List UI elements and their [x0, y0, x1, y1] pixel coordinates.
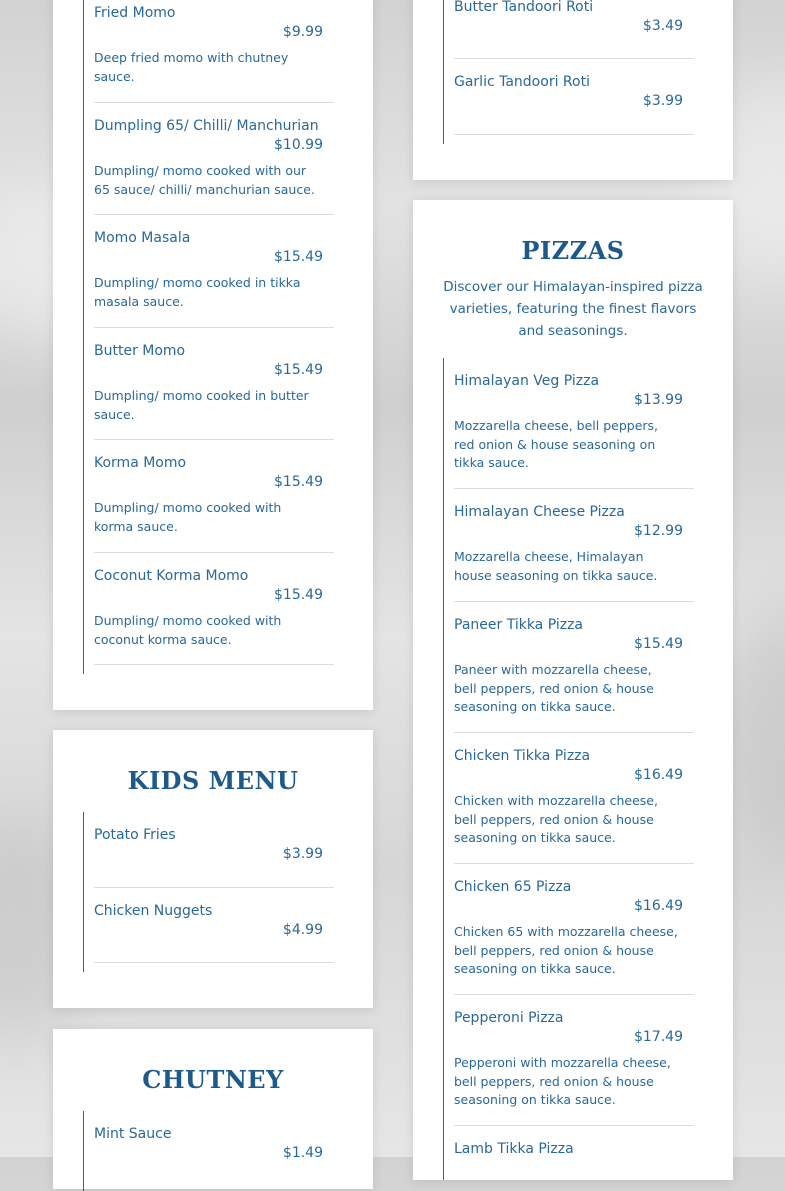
- item-name: Himalayan Veg Pizza: [454, 373, 600, 389]
- item-separator: [94, 962, 334, 963]
- item-separator: [454, 601, 694, 602]
- item-name: Pepperoni Pizza: [454, 1010, 564, 1026]
- kids-menu-card: [53, 730, 373, 1008]
- item-price: $9.99: [282, 24, 323, 40]
- item-name: Fried Momo: [94, 5, 176, 21]
- item-price: $12.99: [634, 523, 683, 539]
- item-description: Chicken 65 with mozzarella cheese, bell peppers, red onion & house seasoning on tikka sauce.: [454, 924, 678, 976]
- item-name: Butter Tandoori Roti: [454, 0, 594, 15]
- item-separator: [454, 58, 694, 59]
- item-price: $13.99: [634, 392, 683, 408]
- section-description: Discover our Himalayan-inspired pizza varieties, featuring the finest flavors and seasonings.: [443, 279, 703, 339]
- section-accent-line: [83, 0, 84, 674]
- item-separator: [94, 214, 334, 215]
- section-accent-line: [83, 1111, 84, 1191]
- item-price: $4.99: [282, 922, 323, 938]
- item-separator: [94, 439, 334, 440]
- item-description: Dumpling/ momo cooked with coconut korma sauce.: [94, 613, 282, 647]
- item-price: $1.49: [282, 1145, 323, 1161]
- section-title: CHUTNEY: [142, 1065, 284, 1094]
- item-price: $3.99: [282, 846, 323, 862]
- item-separator: [94, 552, 334, 553]
- item-description: Dumpling/ momo cooked in butter sauce.: [94, 388, 309, 422]
- item-description: Mozzarella cheese, Himalayan house seasoning on tikka sauce.: [454, 549, 658, 583]
- breads-menu-card: [413, 0, 733, 180]
- item-description: Mozzarella cheese, bell peppers, red onion & house seasoning on tikka sauce.: [454, 418, 659, 470]
- item-price: $17.49: [634, 1029, 683, 1045]
- section-accent-line: [83, 812, 84, 972]
- item-separator: [454, 732, 694, 733]
- item-name: Chicken Nuggets: [94, 903, 213, 919]
- item-name: Butter Momo: [94, 343, 186, 359]
- item-name: Garlic Tandoori Roti: [454, 74, 590, 90]
- section-title: PIZZAS: [521, 236, 625, 265]
- item-price: $10.99: [274, 137, 323, 153]
- item-separator: [94, 102, 334, 103]
- item-description: Dumpling/ momo cooked with korma sauce.: [94, 500, 282, 534]
- item-separator: [454, 1125, 694, 1126]
- item-price: $16.49: [634, 898, 683, 914]
- item-name: Potato Fries: [94, 827, 176, 843]
- item-separator: [454, 134, 694, 135]
- item-price: $15.49: [274, 249, 323, 265]
- item-name: Himalayan Cheese Pizza: [454, 504, 625, 520]
- section-accent-line: [443, 358, 444, 1180]
- item-name: Korma Momo: [94, 455, 187, 471]
- item-price: $15.49: [634, 636, 683, 652]
- item-price: $15.49: [274, 587, 323, 603]
- item-description: Deep fried momo with chutney sauce.: [94, 50, 289, 84]
- item-separator: [454, 488, 694, 489]
- section-title: KIDS MENU: [127, 766, 299, 795]
- item-price: $3.49: [642, 18, 683, 34]
- item-price: $3.99: [642, 93, 683, 109]
- item-separator: [454, 994, 694, 995]
- item-name: Chicken 65 Pizza: [454, 879, 572, 895]
- item-name: Paneer Tikka Pizza: [454, 617, 584, 633]
- item-name: Coconut Korma Momo: [94, 568, 249, 584]
- item-name: Lamb Tikka Pizza: [454, 1141, 574, 1157]
- section-accent-line: [443, 0, 444, 144]
- item-name: Chicken Tikka Pizza: [454, 748, 591, 764]
- item-name: Momo Masala: [94, 230, 191, 246]
- momo-menu-card: [53, 0, 373, 710]
- item-description: Dumpling/ momo cooked with our 65 sauce/ chilli/ manchurian sauce.: [94, 163, 315, 197]
- item-description: Paneer with mozzarella cheese, bell peppers, red onion & house seasoning on tikka sauce.: [454, 662, 654, 714]
- item-description: Chicken with mozzarella cheese, bell peppers, red onion & house seasoning on tikka sauce.: [454, 793, 658, 845]
- item-description: Dumpling/ momo cooked in tikka masala sauce.: [94, 275, 301, 309]
- item-separator: [94, 327, 334, 328]
- item-price: $16.49: [634, 767, 683, 783]
- item-name: Mint Sauce: [94, 1126, 172, 1142]
- chutney-card: [53, 1029, 373, 1189]
- pizzas-card: [413, 200, 733, 1180]
- item-separator: [94, 664, 334, 665]
- item-price: $15.49: [274, 362, 323, 378]
- item-price: $15.49: [274, 474, 323, 490]
- item-description: Pepperoni with mozzarella cheese, bell peppers, red onion & house seasoning on tikka sauce.: [454, 1055, 671, 1107]
- item-separator: [94, 887, 334, 888]
- item-separator: [454, 863, 694, 864]
- item-name: Dumpling 65/ Chilli/ Manchurian: [94, 118, 319, 134]
